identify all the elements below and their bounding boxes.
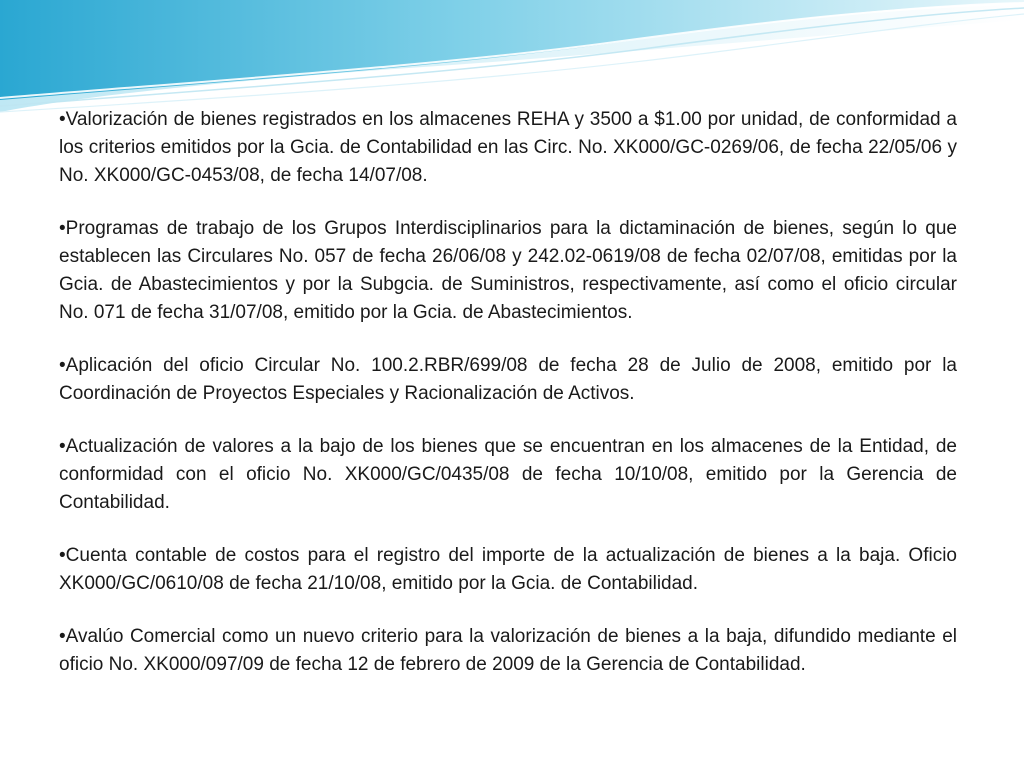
content-body bbox=[59, 106, 957, 679]
paragraph-aplicacion: •Aplicación del oficio Circular No. 100.2.RBR/699/08 de fecha 28 de Julio de 2008, emitido por la Coordinación de Proyectos Especiales y Racionalización de Activos. bbox=[59, 355, 957, 404]
paragraph-cuenta-contable: •Cuenta contable de costos para el registro del importe de la actualización de bienes a la baja. Oficio XK000/GC/0610/08 de fecha 21/10/08, emitido por la Gcia. de Contabilidad. bbox=[59, 545, 957, 594]
paragraph-valorizacion: •Valorización de bienes registrados en los almacenes REHA y 3500 a $1.00 por unidad, de conformidad a los criterios emitidos por la Gcia. de Contabilidad en las Circ. No. XK000/GC-0269/06, de fecha 22/05/06 y No. XK000/GC-0453/08, de fecha 14/07/08. bbox=[59, 109, 957, 186]
paragraph-programas: •Programas de trabajo de los Grupos Interdisciplinarios para la dictaminación de bienes, según lo que establecen las Circulares No. 057 de fecha 26/06/08 y 242.02-0619/08 de fecha 02/07/08, emitidas por la Gcia. de Abastecimientos y por la Subgcia. de Suministros, respectivamente, así como el oficio circular No. 071 de fecha 31/07/08, emitido por la Gcia. de Abastecimientos. bbox=[59, 218, 957, 323]
paragraph-actualizacion: •Actualización de valores a la bajo de los bienes que se encuentran en los almacenes de la Entidad, de conformidad con el oficio No. XK000/GC/0435/08 de fecha 10/10/08, emitido por la Gerencia de Contabilidad. bbox=[59, 436, 957, 513]
paragraph-avaluo: •Avalúo Comercial como un nuevo criterio para la valorización de bienes a la baja, difundido mediante el oficio No. XK000/097/09 de fecha 12 de febrero de 2009 de la Gerencia de Contabilidad. bbox=[59, 626, 957, 675]
